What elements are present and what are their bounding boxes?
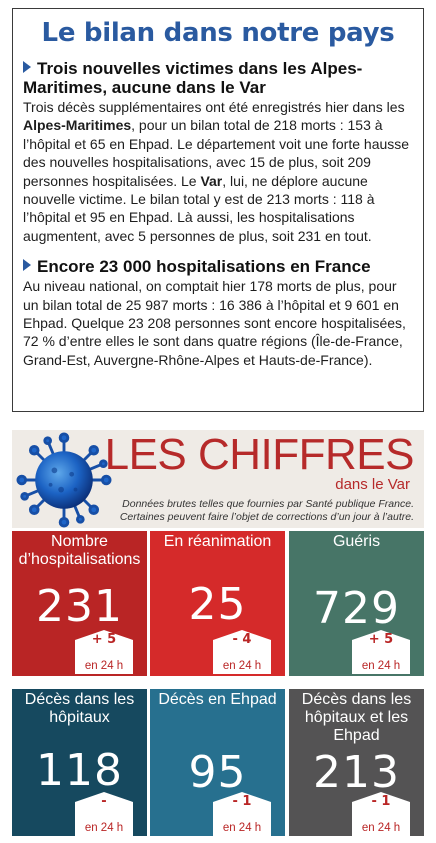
figures-panel	[12, 430, 424, 836]
change-badge	[352, 794, 410, 836]
stat-value: 231	[36, 581, 123, 632]
change-value: - 4	[232, 632, 252, 647]
stat-value: 213	[313, 747, 400, 798]
change-value: - 1	[371, 794, 391, 809]
article-box	[12, 8, 424, 412]
section-body: Au niveau national, on comptait hier 178 morts de plus, pour un bilan total de 25 987 morts : 16 386 à l’hôpital et 9 601 en Ehpad. Quelque 23 208 personnes sont encore hospitalisées, 72 % d’entre elles le sont dans quatre régions (Île-de-France, Grand-Est, Auvergne-Rhône-Alpes et Hauts-de-France).	[23, 278, 406, 368]
stat-tile	[150, 531, 285, 676]
stat-label: Décès dans les hôpitaux et les Ehpad	[301, 691, 412, 744]
figures-title: LES CHIFFRES	[104, 430, 414, 479]
stat-value: 95	[188, 747, 247, 798]
stat-value: 729	[313, 583, 400, 634]
stat-label: Décès dans les hôpitaux	[24, 691, 135, 726]
stat-tile	[12, 689, 147, 836]
change-period: en 24 h	[361, 660, 401, 672]
change-value: + 5	[368, 632, 394, 647]
change-badge	[75, 794, 133, 836]
change-value: - 1	[232, 794, 252, 809]
figures-subtitle: dans le Var	[335, 476, 410, 493]
section-title-text: Trois nouvelles victimes dans les Alpes-Maritimes, aucune dans le Var	[23, 59, 363, 97]
place-name: Alpes-Maritimes	[23, 117, 132, 134]
section-title-text: Encore 23 000 hospitalisations en France	[37, 257, 371, 277]
change-period: en 24 h	[222, 822, 262, 834]
body-text: , pour un bilan total de 218 morts : 153 à l’hôpital et 65 en Ehpad. Le département voit une forte hausse des nouvelles hospitalisations, avec 15 de plus, soit 209 personnes hospitalisées. Le	[23, 117, 410, 189]
change-value: + 5	[91, 632, 117, 647]
stat-label: Nombre d’hospitalisations	[18, 533, 141, 568]
stat-tile	[150, 689, 285, 836]
change-period: en 24 h	[84, 822, 124, 834]
section-title	[23, 59, 413, 97]
section-france	[23, 257, 413, 369]
body-text: Trois décès supplémentaires ont été enregistrés hier dans les	[23, 99, 405, 115]
change-period: en 24 h	[222, 660, 262, 672]
change-period: en 24 h	[84, 660, 124, 672]
figures-header	[12, 430, 424, 528]
change-badge	[75, 632, 133, 674]
stat-tile	[289, 531, 424, 676]
change-badge	[213, 794, 271, 836]
stat-tile	[289, 689, 424, 836]
headline: Le bilan dans notre pays	[41, 18, 395, 48]
place-name: Var	[200, 172, 223, 189]
section-title	[23, 257, 413, 276]
stat-tile	[12, 531, 147, 676]
stat-value: 118	[36, 745, 123, 796]
stat-value: 25	[188, 579, 247, 630]
change-badge	[213, 632, 271, 674]
triangle-bullet-icon	[23, 259, 31, 271]
coronavirus-icon	[16, 432, 112, 528]
section-body	[23, 98, 413, 245]
change-badge	[352, 632, 410, 674]
change-value: -	[101, 794, 107, 809]
section-alpes-var	[23, 59, 413, 245]
stat-label: Décès en Ehpad	[158, 691, 277, 708]
stat-label: Guéris	[332, 533, 381, 550]
stat-label: En réanimation	[163, 533, 272, 550]
body-text: , lui, ne déplore aucune nouvelle victime. Le bilan total y est de 213 morts : 118 à l’hôpital et 95 en Ehpad. Là aussi, les hospitalisations augmentent, avec 5 personnes de plus, soit 231 en tout.	[23, 172, 375, 244]
change-period: en 24 h	[361, 822, 401, 834]
figures-source-note: Données brutes telles que fournies par Santé publique France. Certaines peuvent faire l’objet de corrections d’un jour à l’autre.	[119, 498, 414, 523]
triangle-bullet-icon	[23, 61, 31, 73]
